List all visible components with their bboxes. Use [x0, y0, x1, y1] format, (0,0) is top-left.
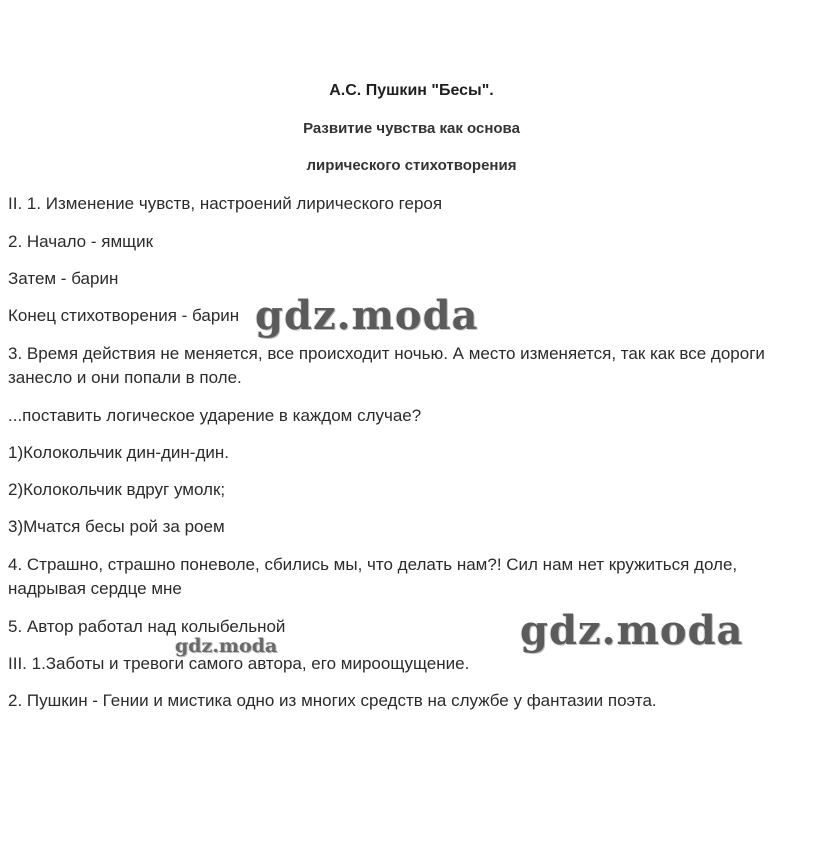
text-paragraph: 4. Страшно, страшно поневоле, сбились мы, что делать нам?! Сил нам нет кружиться доле, надрывая сердце мне [8, 555, 738, 598]
document-subtitle-line2: лирического стихотворения [306, 157, 517, 174]
text-line: 2. Пушкин - Гении и мистика одно из многих средств на службе у фантазии поэта. [8, 691, 657, 710]
text-line: ...поставить логическое ударение в каждом случае? [8, 406, 422, 425]
watermark-right: gdz.moda [520, 607, 744, 654]
text-line: III. 1.Заботы и тревоги самого автора, его мироощущение. [8, 654, 470, 673]
text-line: 2)Колокольчик вдруг умолк; [8, 480, 226, 499]
watermark-top: gdz.moda [255, 292, 479, 339]
text-line: 1)Колокольчик дин-дин-дин. [8, 443, 229, 462]
text-line: 3)Мчатся бесы рой за роем [8, 517, 225, 536]
text-line: 5. Автор работал над колыбельной [8, 617, 286, 636]
text-line: II. 1. Изменение чувств, настроений лирического героя [8, 194, 443, 213]
watermark-small: gdz.moda [175, 635, 278, 657]
text-line: Затем - барин [8, 269, 119, 288]
document-title: А.С. Пушкин "Бесы". [329, 82, 494, 99]
document-subtitle-line1: Развитие чувства как основа [303, 120, 520, 137]
text-line: Конец стихотворения - барин [8, 306, 240, 325]
text-line: 2. Начало - ямщик [8, 232, 154, 251]
text-paragraph: 3. Время действия не меняется, все происходит ночью. А место изменяется, так как все дороги занесло и они попали в поле. [8, 344, 765, 387]
